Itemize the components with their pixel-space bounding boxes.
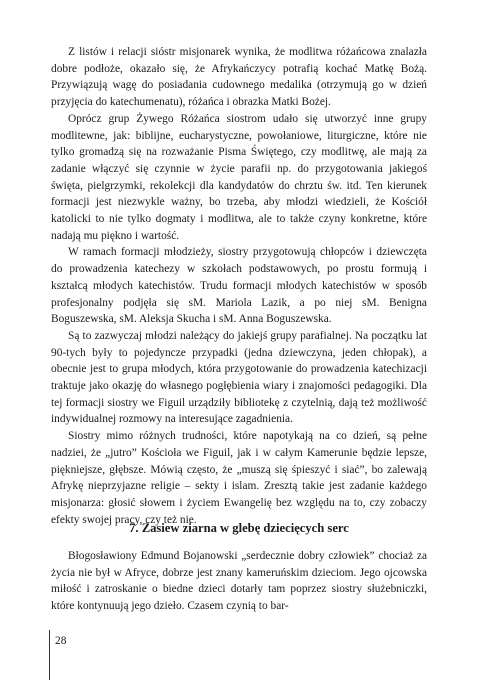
paragraph: Oprócz grup Żywego Różańca siostrom udało się utworzyć inne grupy modlitewne, jak: biblijne, eucharystyczne, powołaniowe, liturgiczne, które nie tylko gromadzą się na rozważanie Pisma Świętego, czy modlitwę, ale mają za zadanie włączyć się czynnie w życie parafii np. do przygotowania jakiegoś święta, pielgrzymki, rekolekcji dla kandydatów do chrztu św. itd. Ten kierunek formacji jest niezwykle ważny, bo trzeba, aby młodzi wiedzieli, że Kościół katolicki to nie tylko dogmaty i modlitwa, ale to także czyny konkretne, które nadają mu piękno i wartość. (51, 112, 427, 242)
margin-rule (49, 630, 50, 680)
body-text-top (51, 44, 427, 528)
paragraph: Są to zazwyczaj młodzi należący do jakiejś grupy parafialnej. Na początku lat 90-tych były to pojedyncze przypadki (jedna dziewczyna, jeden chłopak), a obecnie jest to grupa młodych, która przygotowanie do prowadzenia katechizacji traktuje jako okazję do własnego pogłębienia wiary i znajomości pedagogiki. Dla tej formacji siostry we Figuil urządziły bibliotekę z czytelnią, dają też możliwość indywidualnej rozmowy na interesujące zagadnienia. (51, 329, 427, 426)
paragraph: W ramach formacji młodzieży, siostry przygotowują chłopców i dziewczęta do prowadzenia katechezy w szkołach podstawowych, po prostu formują i kształcą młodych katechistów. Trudu formacji młodych katechistów w sposób profesjonalny podjęła się sM. Mariola Lazik, a po niej sM. Benigna Boguszewska, sM. Aleksja Skucha i sM. Anna Boguszewska. (51, 246, 427, 326)
paragraph: Błogosławiony Edmund Bojanowski „serdecznie dobry człowiek” chociaż za życia nie był w Afryce, dobrze jest znany kameruńskim dzieciom. Jego ojcowska miłość i zatroskanie o biedne dzieci dotarły tam poprzez siostry służebniczki, które kontynuują jego dzieło. Czasem czynią to bar- (51, 550, 427, 613)
body-text-bottom (51, 548, 427, 615)
paragraph: Siostry mimo różnych trudności, które napotykają na co dzień, są pełne nadziei, że „jutro” Kościoła we Figuil, jak i w całym Kamerunie będzie lepsze, piękniejsze, głębsze. Mówią często, że „muszą się śpieszyć i siać”, bo zalewają Afrykę nieprzyjazne religie – sekty i islam. Zresztą takie jest zadanie każdego misjonarza: głosić słowem i życiem Ewangelię bez względu na to, czy zobaczy efekty swojej pracy, czy też nie. (51, 430, 427, 526)
paragraph: Z listów i relacji sióstr misjonarek wynika, że modlitwa różańcowa znalazła dobre podłoże, okazało się, że Afrykańczycy potrafią kochać Matkę Bożą. Przywiązują wagę do posiadania cudownego medalika (otrzymują go w dzień przyjęcia do katechumenatu), różańca i obrazka Matki Bożej. (51, 46, 427, 109)
page-number: 28 (55, 635, 67, 647)
section-heading: 7. Zasiew ziarna w glebę dziecięcych serc (129, 521, 349, 535)
